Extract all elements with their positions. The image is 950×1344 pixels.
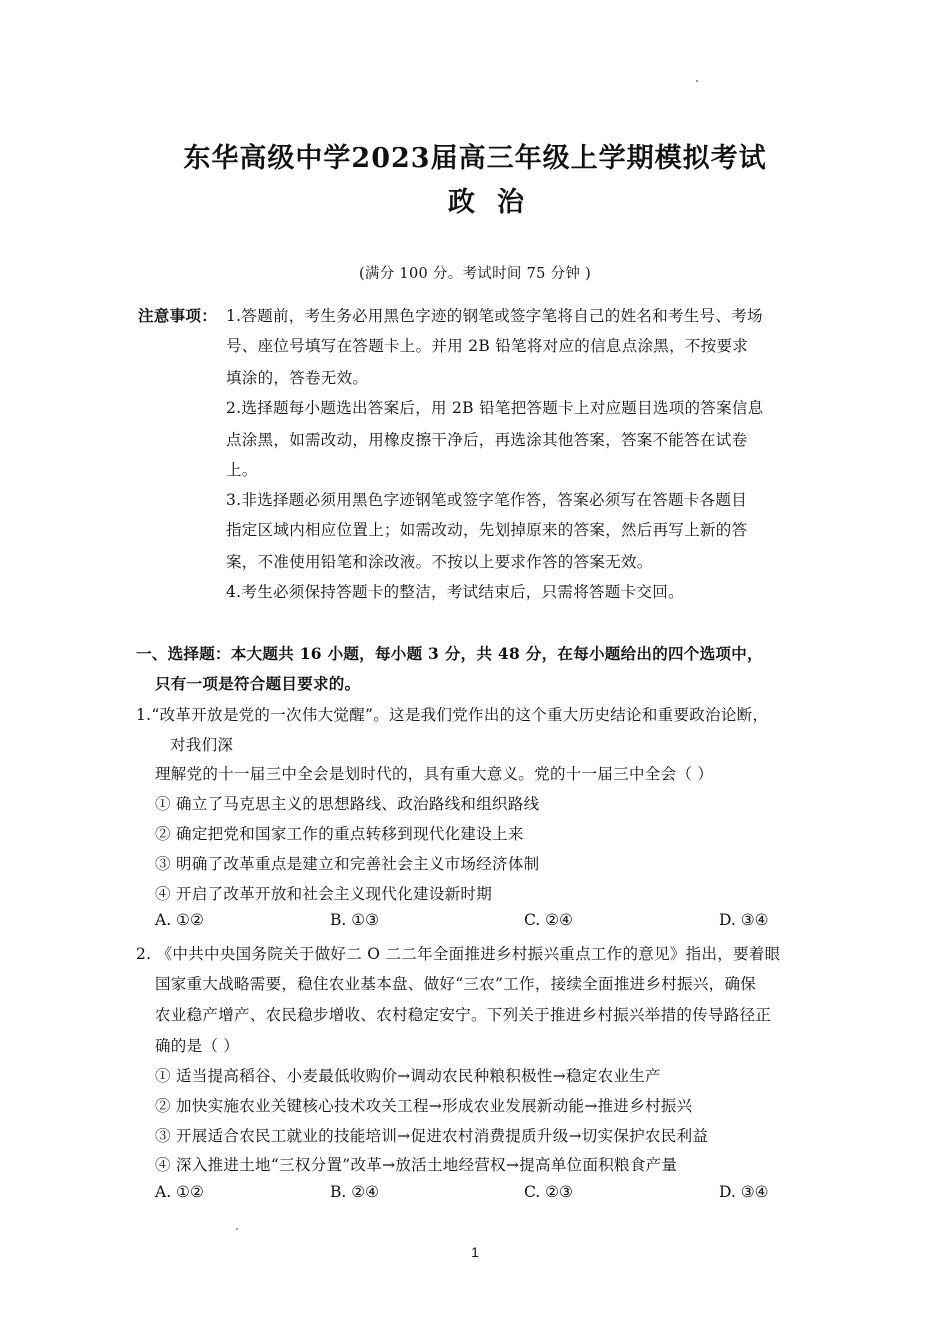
exam-info: (满分 100 分。考试时间 75 分钟 ) [358, 266, 592, 282]
question-2-item: ④ 深入推进土地“三权分置”改革→放活土地经营权→提高单位面积粮食产量 [155, 1156, 678, 1174]
question-1-stem: 1.“改革开放是党的一次伟大觉醒”。这是我们党作出的这个重大历史结论和重要政治论断， [136, 706, 769, 724]
question-1-option-d: D. ③④ [719, 911, 769, 929]
question-1-option-b: B. ①③ [330, 911, 380, 929]
question-2-option-b: B. ②④ [330, 1183, 380, 1201]
section-heading: 一、选择题：本大题共 16 小题，每小题 3 分，共 48 分，在每小题给出的四个选项中， [136, 644, 763, 663]
question-2-option-d: D. ③④ [719, 1183, 769, 1201]
notice-line: 1.答题前，考生务必用黑色字迹的钢笔或签字笔将自己的姓名和考生号、考场 [226, 307, 763, 325]
question-1-option-c: C. ②④ [524, 911, 573, 929]
question-1-item: ④ 开启了改革开放和社会主义现代化建设新时期 [155, 885, 493, 903]
question-2-item: ① 适当提高稻谷、小麦最低收购价→调动农民种粮积极性→稳定农业生产 [155, 1067, 661, 1085]
question-1-item: ③ 明确了改革重点是建立和完善社会主义市场经济体制 [155, 855, 540, 873]
subject-title: 政治 [448, 187, 546, 218]
question-1-option-a: A. ①② [155, 911, 204, 929]
question-1-stem: 理解党的十一届三中全会是划时代的，具有重大意义。党的十一届三中全会（ ） [155, 765, 714, 783]
notice-line: 2.选择题每小题选出答案后，用 2B 铅笔把答题卡上对应题目选项的答案信息 [226, 399, 764, 417]
section-heading-cont: 只有一项是符合题目要求的。 [155, 674, 361, 693]
notice-line: 填涂的，答卷无效。 [226, 369, 369, 387]
notice-line: 案，不准使用铅笔和涂改液。不按以上要求作答的答案无效。 [226, 553, 653, 571]
question-2-stem: 2. 《中共中央国务院关于做好二 O 二二年全面推进乡村振兴重点工作的意见》指出，要着眼 [136, 945, 781, 963]
question-2-stem: 国家重大战略需要，稳住农业基本盘、做好“三农”工作，接续全面推进乡村振兴，确保 [155, 975, 757, 993]
scan-speck [236, 1228, 238, 1230]
notice-line: 3.非选择题必须用黑色字迹钢笔或签字笔作答，答案必须写在答题卡各题目 [226, 491, 747, 509]
notice-line: 点涂黑，如需改动，用橡皮擦干净后，再选涂其他答案，答案不能答在试卷 [226, 431, 748, 449]
notice-line: 4.考生必须保持答题卡的整洁，考试结束后，只需将答题卡交回。 [226, 583, 684, 601]
exam-title: 东华高级中学2023届高三年级上学期模拟考试 [183, 143, 767, 174]
question-2-option-a: A. ①② [155, 1183, 204, 1201]
question-2-item: ③ 开展适合农民工就业的技能培训→促进农村消费提质升级→切实保护农民利益 [155, 1127, 709, 1145]
question-1-item: ① 确立了马克思主义的思想路线、政治路线和组织路线 [155, 795, 540, 813]
question-2-stem: 农业稳产增产、农民稳步增收、农村稳定安宁。下列关于推进乡村振兴举措的传导路径正 [155, 1006, 772, 1024]
notice-line: 上。 [226, 461, 258, 479]
question-2-stem: 确的是（ ） [155, 1037, 240, 1055]
notice-line: 指定区域内相应位置上；如需改动，先划掉原来的答案，然后再写上新的答 [226, 521, 748, 539]
page-number: 1 [471, 1244, 479, 1260]
scan-speck [696, 80, 698, 82]
question-1-stem: 对我们深 [170, 736, 234, 754]
notice-line: 号、座位号填写在答题卡上。并用 2B 铅笔将对应的信息点涂黑，不按要求 [226, 337, 749, 355]
notice-label: 注意事项： [138, 306, 218, 325]
question-2-item: ② 加快实施农业关键核心技术攻关工程→形成农业发展新动能→推进乡村振兴 [155, 1097, 693, 1115]
question-2-option-c: C. ②③ [524, 1183, 573, 1201]
question-1-item: ② 确定把党和国家工作的重点转移到现代化建设上来 [155, 825, 524, 843]
